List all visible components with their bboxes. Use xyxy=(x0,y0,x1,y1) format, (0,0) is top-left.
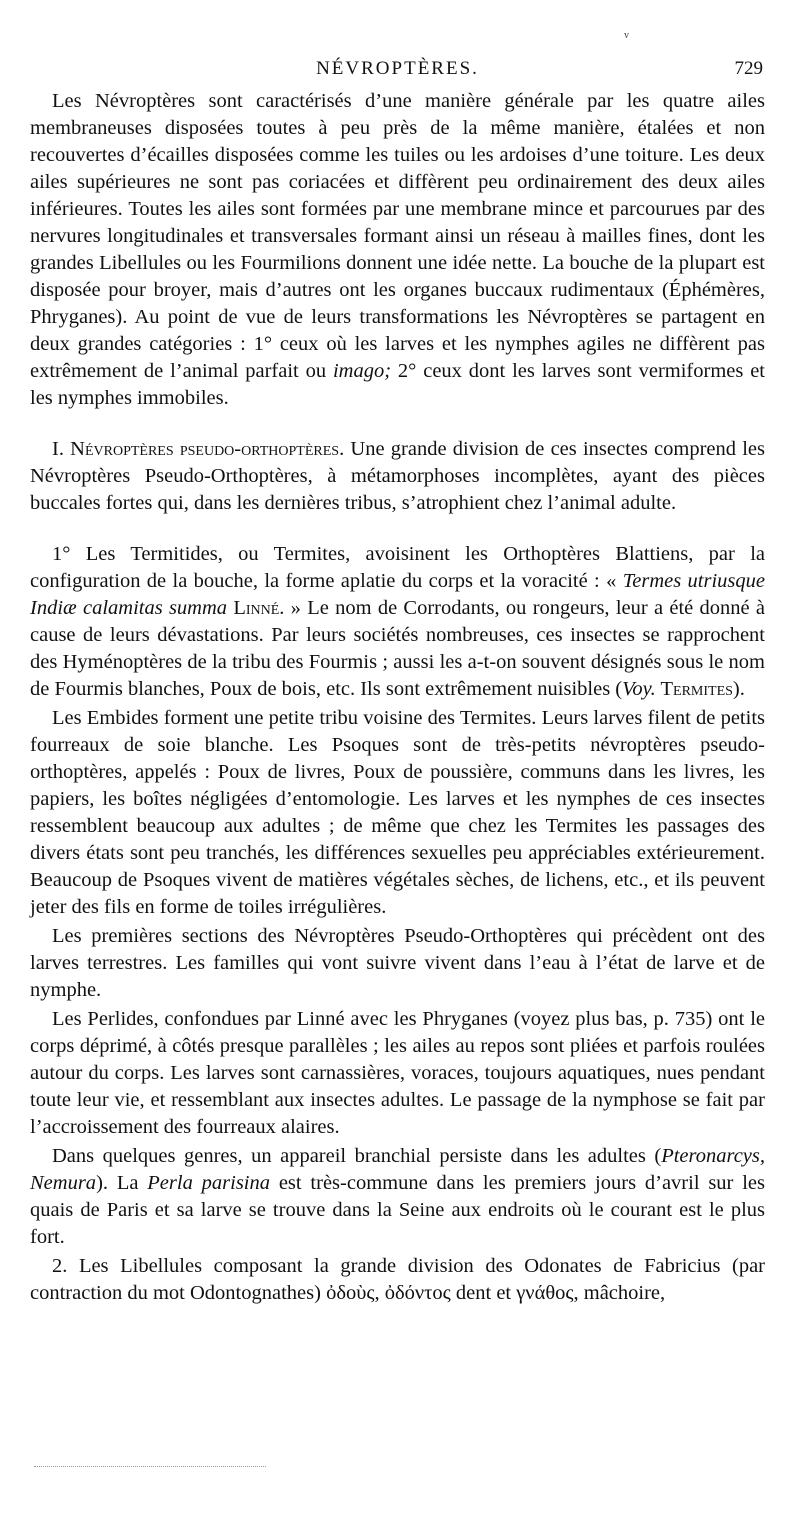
running-head xyxy=(30,58,765,84)
greek-term-jaw: γνάθος xyxy=(516,1282,574,1304)
libellules-text-b: dent et xyxy=(450,1282,517,1304)
voy-abbrev: Voy. xyxy=(622,678,656,700)
paragraph-embides: Les Embides forment une petite tribu voisine des Termites. Leurs larves filent de petits fourreaux de soie blanche. Les Psoques sont de très-petits névroptères pseudo-orthoptères, appelés : Poux de livres, Poux de poussière, communs dans les livres, les papiers, les boîtes négligées d’entomologie. Les larves et les nymphes de ces insectes ressemblent beaucoup aux adultes ; de même que chez les Termites les passages des divers états sont peu tranchés, les différences sexuelles peu appréciables extérieurement. Beaucoup de Psoques vivent de matières végétales sèches, de lichens, etc., et ils peuvent jeter des fils en forme de toiles irrégulières. xyxy=(30,707,765,918)
latin-quote: Termes utriusque Indiæ calamitas summa xyxy=(30,570,765,619)
paragraph-intro-text: Les Névroptères sont caractérisés d’une manière générale par les quatre ailes membraneuses disposées toutes à peu près de la même manière, étalées et non recouvertes d’écailles disposées comme les tuiles ou les ardoises d’une toiture. Les deux ailes supérieures ne sont pas coriacées et diffèrent peu ordinairement des deux ailes inférieures. Toutes les ailes sont formées par une membrane mince et parcourues par des nervures longitudinales et transversales formant ainsi un réseau à mailles fines, dont les grandes Libellules ou les Fourmilions donnent une idée nette. La bouche de la plupart est disposée pour broyer, mais d’autres ont les organes buccaux rudimentaux (Éphémères, Phryganes). Au point de vue de leurs transformations les Névroptères se partagent en deux grandes catégories : 1° ceux où les larves et les nymphes agiles ne diffèrent pas extrêmement de l’animal parfait ou xyxy=(30,90,765,382)
libellules-text-c: , mâchoire, xyxy=(573,1282,666,1304)
page-number: 729 xyxy=(734,58,763,79)
greek-term-tooth: ὀδοὺς, ὀδόντος xyxy=(326,1282,451,1304)
term-imago: imago; xyxy=(332,360,392,382)
species-name: Perla parisina xyxy=(147,1172,270,1194)
paragraph-pseudo-orthopteres-text: Une grande division de ces insectes comprend les Névroptères Pseudo-Orthoptères, à métamorphoses incomplètes, ayant des pièces buccales fortes qui, dans les dernières tribus, s’atrophient chez l’animal adulte. xyxy=(30,438,765,514)
footer-rule xyxy=(34,1466,266,1467)
paragraph-perlides: Les Perlides, confondues par Linné avec les Phryganes (voyez plus bas, p. 735) ont le corps déprimé, à côtés presque parallèles ; les ailes au repos sont pliées et parfois roulées autour du corps. Les larves sont carnassières, voraces, toujours aquatiques, nues pendant toute leur vie, et ressemblant aux insectes adultes. Le passage de la nymphose se fait par l’accroissement des fourreaux alaires. xyxy=(30,1008,765,1138)
cross-reference: Termites xyxy=(655,678,733,700)
body-text xyxy=(30,88,765,1307)
genres-text-c: est très-commune dans les premiers jours d’avril sur les quais de Paris et sa larve se trouve dans la Seine aux endroits où le courant est le plus fort. xyxy=(30,1172,765,1248)
termitides-text-b: » Le nom de Corrodants, ou rongeurs, leur a été donné à cause de leurs dévastations. Par leurs sociétés nombreuses, ces insectes se rapprochent des Hyménoptères de la tribu des Fourmis ; aussi les a-t-on souvent désignés sous le nom de Fourmis blanches, Poux de bois, etc. Ils sont extrêmement nuisibles ( xyxy=(30,597,765,700)
paragraph-intro-end: 2° ceux dont les larves sont vermiformes et les nymphes immobiles. xyxy=(30,360,765,409)
libellules-text-a: 2. Les Libellules composant la grande division des Odonates de Fabricius (par contraction du mot Odontognathes) xyxy=(30,1255,765,1304)
section-heading: I. Névroptères pseudo-orthoptères. xyxy=(52,438,345,460)
genres-text-b: ). La xyxy=(96,1172,148,1194)
paragraph-genres xyxy=(30,1143,765,1251)
paragraph-libellules xyxy=(30,1253,765,1307)
page-title: NÉVROPTÈRES. xyxy=(316,58,479,79)
genres-text-a: Dans quelques genres, un appareil branchial persiste dans les adultes ( xyxy=(52,1145,662,1167)
termitides-text-a: 1° Les Termitides, ou Termites, avoisinent les Orthoptères Blattiens, par la configuration de la bouche, la forme aplatie du corps et la voracité : « xyxy=(30,543,765,592)
corner-mark: v xyxy=(624,30,629,41)
termitides-text-end: ). xyxy=(732,678,745,700)
genera-names: Pteronarcys, Nemura xyxy=(30,1145,765,1194)
document-page xyxy=(30,0,765,1520)
quote-author: Linné. xyxy=(227,597,285,619)
paragraph-intro xyxy=(30,88,765,412)
paragraph-sections: Les premières sections des Névroptères Pseudo-Orthoptères qui précèdent ont des larves terrestres. Les familles qui vont suivre vivent dans l’eau à l’état de larve et de nymphe. xyxy=(30,925,765,1001)
paragraph-pseudo-orthopteres xyxy=(30,436,765,517)
paragraph-termitides xyxy=(30,541,765,703)
